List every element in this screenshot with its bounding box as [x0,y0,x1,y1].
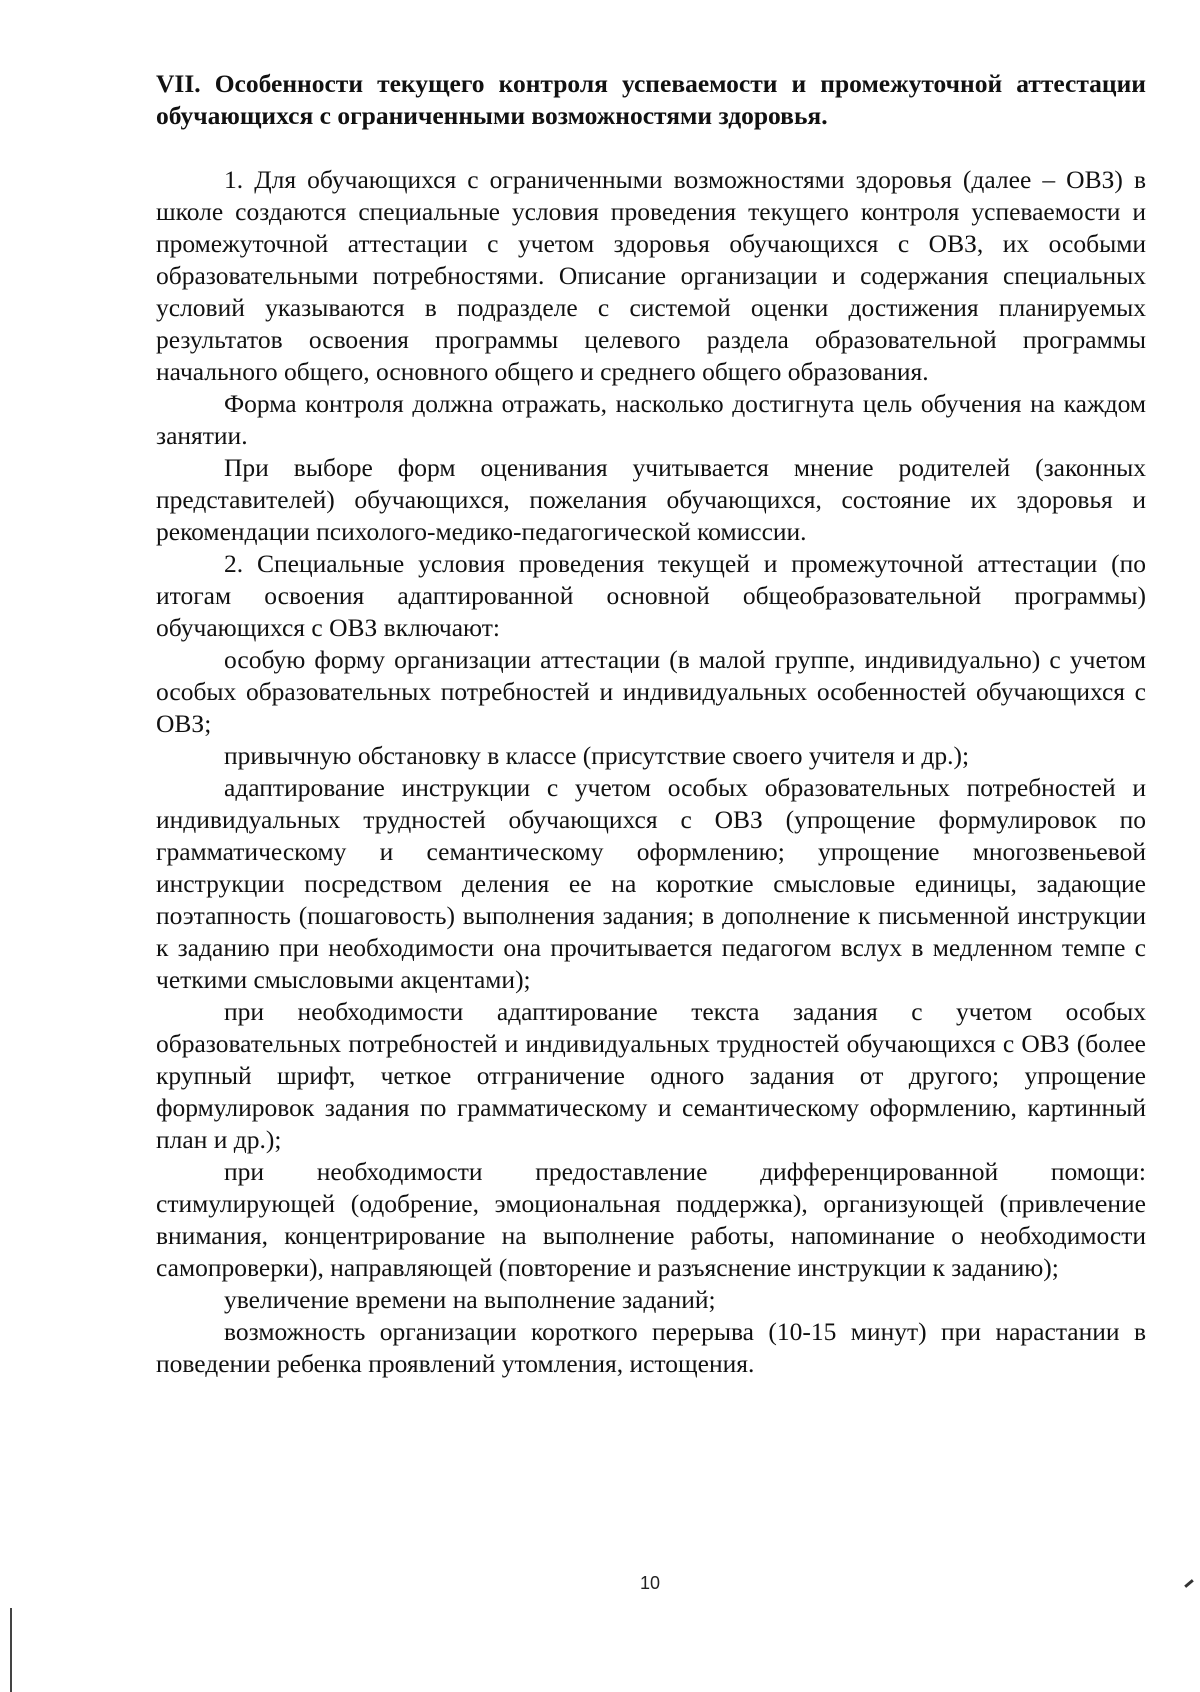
list-item: при необходимости адаптирование текста задания с учетом особых образовательных потребностей и индивидуальных трудностей обучающихся с ОВЗ (более крупный шрифт, четкое отграничение одного задания от другого; упрощение формулировок задания по грамматическому и семантическому оформлению, картинный план и др.); [156,997,1146,1154]
list-item: адаптирование инструкции с учетом особых образовательных потребностей и индивидуальных трудностей обучающихся с ОВЗ (упрощение формулировок по грамматическому и семантическому оформлению; упрощение многозвеньевой инструкции посредством деления ее на короткие смысловые единицы, задающие поэтапность (пошаговость) выполнения задания; в дополнение к письменной инструкции к заданию при необходимости она прочитывается педагогом вслух в медленном темпе с четкими смысловыми акцентами); [156,773,1146,994]
list-item: привычную обстановку в классе (присутствие своего учителя и др.); [224,741,970,770]
page-number: 10 [639,1573,661,1593]
list-item: особую форму организации аттестации (в малой группе, индивидуально) с учетом особых образовательных потребностей и индивидуальных особенностей обучающихся с ОВЗ; [156,645,1146,738]
list-item: при необходимости предоставление дифференцированной помощи: стимулирующей (одобрение, эмоциональная поддержка), организующей (привлечение внимания, концентрирование на выполнение работы, напоминание о необходимости самопроверки), направляющей (повторение и разъяснение инструкции к заданию); [156,1157,1146,1282]
list-item: увеличение времени на выполнение заданий; [224,1285,716,1314]
section-heading: VII. Особенности текущего контроля успеваемости и промежуточной аттестации обучающихся с ограниченными возможностями здоровья. [156,69,1146,130]
paragraph: При выборе форм оценивания учитывается мнение родителей (законных представителей) обучающихся, пожелания обучающихся, состояние их здоровья и рекомендации психолого-медико-педагогической комиссии. [156,453,1146,546]
paragraph: 2. Специальные условия проведения текущей и промежуточной аттестации (по итогам освоения адаптированной основной общеобразовательной программы) обучающихся с ОВЗ включают: [156,549,1146,642]
paragraph: Форма контроля должна отражать, насколько достигнута цель обучения на каждом занятии. [156,389,1146,450]
page-content [156,68,1146,1380]
list-item: возможность организации короткого перерыва (10-15 минут) при нарастании в поведении ребенка проявлений утомления, истощения. [156,1317,1146,1378]
scan-margin-line [10,1608,12,1692]
paragraph: 1. Для обучающихся с ограниченными возможностями здоровья (далее – ОВЗ) в школе создаются специальные условия проведения текущего контроля успеваемости и промежуточной аттестации с учетом здоровья обучающихся с ОВЗ, их особыми образовательными потребностями. Описание организации и содержания специальных условий указываются в подразделе с системой оценки достижения планируемых результатов освоения программы целевого раздела образовательной программы начального общего, основного общего и среднего общего образования. [156,165,1146,386]
